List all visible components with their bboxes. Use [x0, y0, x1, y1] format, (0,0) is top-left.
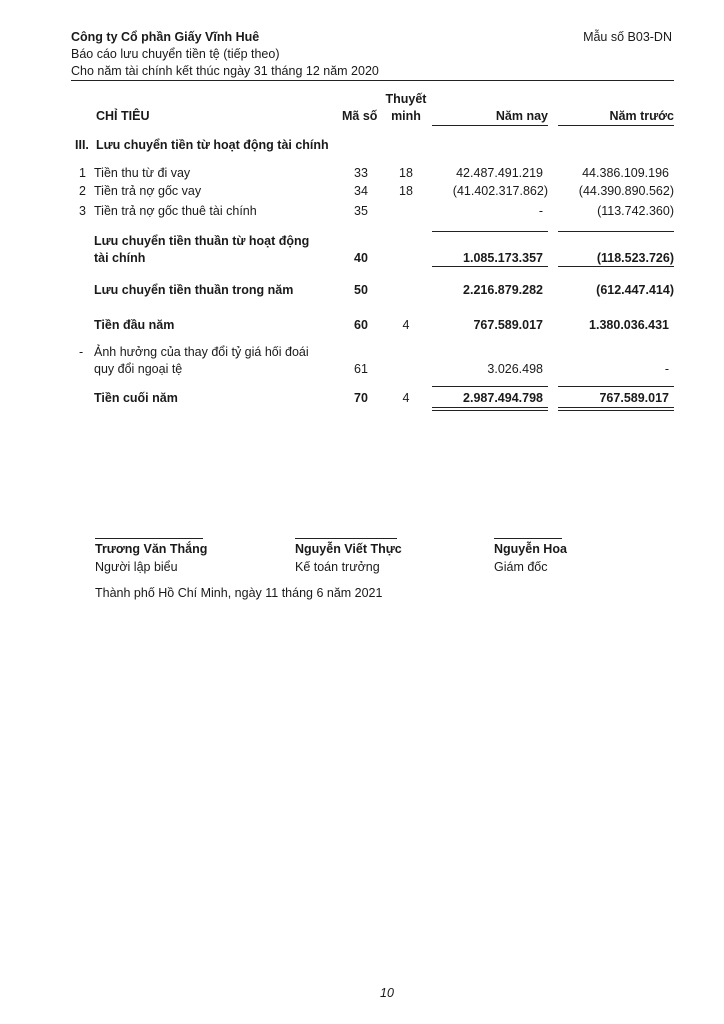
row-prior: 1.380.036.431: [589, 318, 669, 332]
row-code: 40: [354, 251, 368, 265]
signature-line-preparer: [95, 538, 203, 539]
row-current: -: [538, 204, 543, 218]
signatory-name-chief-accountant: Nguyễn Viết Thực: [295, 542, 402, 556]
closing-top-rule-current: [432, 386, 548, 387]
company-name: Công ty Cổ phần Giấy Vĩnh Huê: [71, 30, 260, 44]
row-code: 61: [354, 362, 368, 376]
row-bullet: -: [79, 345, 84, 359]
row-code: 35: [354, 204, 368, 218]
row-label: Tiền đầu năm: [94, 318, 175, 332]
row-code: 33: [354, 166, 368, 180]
row-prior: (44.390.890.562): [578, 184, 674, 198]
row-current: 3.026.498: [487, 362, 543, 376]
row-label: Lưu chuyển tiền thuần trong năm: [94, 283, 294, 297]
row-label: Tiền trả nợ gốc thuê tài chính: [94, 204, 257, 218]
signatory-name-director: Nguyễn Hoa: [494, 542, 567, 556]
row-prior: (113.742.360): [597, 204, 674, 218]
row-code: 70: [354, 391, 368, 405]
row-prior: (612.447.414): [596, 283, 674, 297]
column-header-prior-year: Năm trước: [609, 109, 674, 123]
row-note: 4: [402, 391, 410, 405]
row-label-line2: tài chính: [94, 251, 146, 265]
place-date: Thành phố Hồ Chí Minh, ngày 11 tháng 6 năm 2021: [95, 586, 383, 600]
form-code: Mẫu số B03-DN: [583, 30, 672, 44]
row-prior: 767.589.017: [599, 391, 669, 405]
signatory-name-preparer: Trương Văn Thắng: [95, 542, 208, 556]
column-header-item: CHỈ TIÊU: [96, 109, 150, 123]
header-rule: [71, 80, 674, 81]
row-current: 2.216.879.282: [463, 283, 543, 297]
current-year-header-rule: [432, 125, 548, 126]
row-current: (41.402.317.862): [452, 184, 548, 198]
total-rule-current: [432, 266, 548, 267]
row-code: 60: [354, 318, 368, 332]
row-index: 3: [79, 204, 86, 218]
section-title: Lưu chuyển tiền từ hoạt động tài chính: [96, 138, 329, 152]
row-label-line2: quy đổi ngoại tệ: [94, 362, 183, 376]
column-header-note-line1: Thuyết: [385, 92, 427, 106]
row-current: 2.987.494.798: [463, 391, 543, 405]
row-label: Tiền thu từ đi vay: [94, 166, 191, 180]
signatory-title-director: Giám đốc: [494, 560, 548, 574]
subtotal-rule-current: [432, 231, 548, 232]
row-label-line1: Ảnh hưởng của thay đổi tỷ giá hối đoái: [94, 345, 309, 359]
row-index: 2: [79, 184, 86, 198]
row-note: 18: [399, 166, 413, 180]
page-number: 10: [380, 986, 394, 1000]
row-note: 4: [402, 318, 410, 332]
row-code: 50: [354, 283, 368, 297]
subtotal-rule-prior: [558, 231, 674, 232]
row-current: 1.085.173.357: [463, 251, 543, 265]
signatory-title-chief-accountant: Kế toán trưởng: [295, 560, 380, 574]
row-current: 42.487.491.219: [456, 166, 543, 180]
signatory-title-preparer: Người lập biểu: [95, 560, 178, 574]
closing-double-rule-current: [432, 407, 548, 411]
row-current: 767.589.017: [473, 318, 543, 332]
total-rule-prior: [558, 266, 674, 267]
column-header-current-year: Năm nay: [495, 109, 548, 123]
row-prior: -: [664, 362, 669, 376]
signature-line-director: [494, 538, 562, 539]
row-label: Tiền cuối năm: [94, 391, 178, 405]
closing-double-rule-prior: [558, 407, 674, 411]
report-period: Cho năm tài chính kết thúc ngày 31 tháng 12 năm 2020: [71, 64, 379, 78]
column-header-note-line2: minh: [391, 109, 421, 123]
row-prior: 44.386.109.196: [582, 166, 669, 180]
section-number: III.: [75, 138, 89, 152]
row-label-line1: Lưu chuyển tiền thuần từ hoạt động: [94, 234, 310, 248]
report-title: Báo cáo lưu chuyển tiền tệ (tiếp theo): [71, 47, 280, 61]
row-code: 34: [354, 184, 368, 198]
column-header-code: Mã số: [342, 109, 378, 123]
signature-line-chief-accountant: [295, 538, 397, 539]
row-index: 1: [79, 166, 86, 180]
row-note: 18: [399, 184, 413, 198]
closing-top-rule-prior: [558, 386, 674, 387]
prior-year-header-rule: [558, 125, 674, 126]
row-prior: (118.523.726): [596, 251, 674, 265]
row-label: Tiền trả nợ gốc vay: [94, 184, 202, 198]
